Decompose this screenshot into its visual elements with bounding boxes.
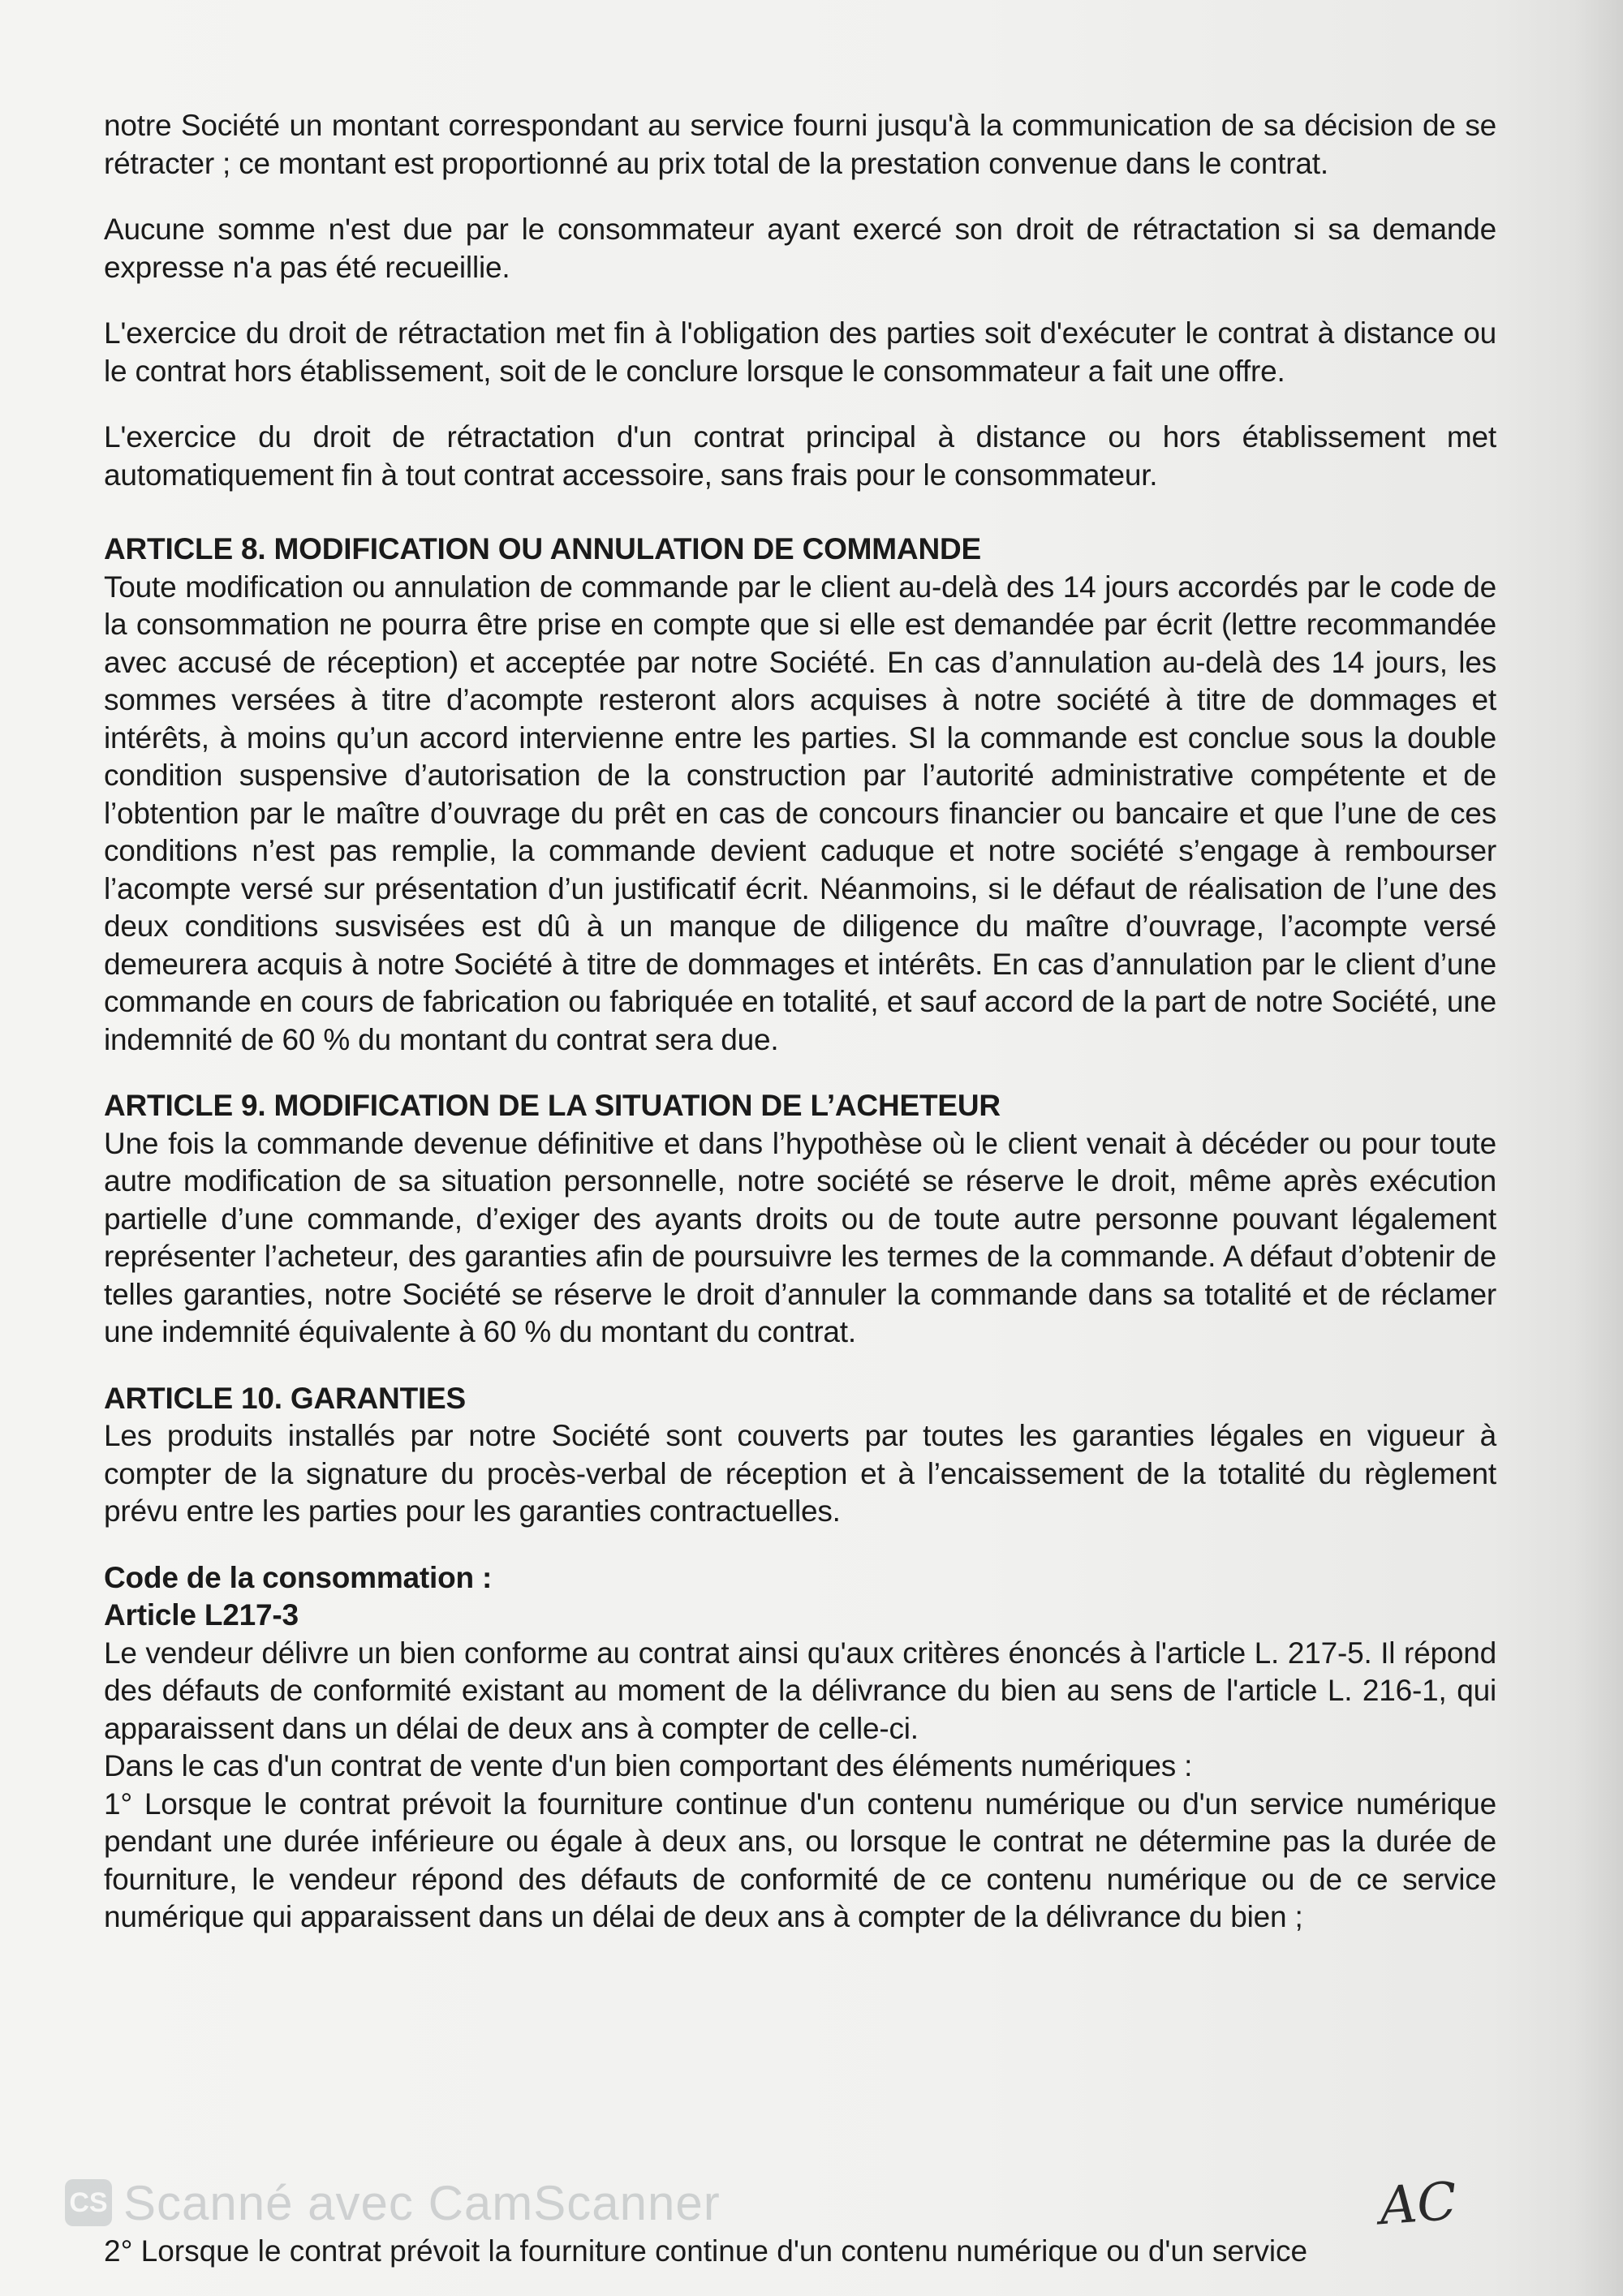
article-8-title: ARTICLE 8. MODIFICATION OU ANNULATION DE COMMANDE (104, 532, 981, 565)
article-10-body: Les produits installés par notre Société sont couverts par toutes les garanties légales en vigueur à compter de la signature du procès-verbal de réception et à l’encaissement de la totalité du règlement prévu entre les parties pour les garanties contractuelles. (104, 1419, 1496, 1528)
cut-off-text-line: 2° Lorsque le contrat prévoit la fourniture continue d'un contenu numérique ou d'un service (104, 2234, 1308, 2268)
paragraph-no-sum-due: Aucune somme n'est due par le consommateur ayant exercé son droit de rétractation si sa demande expresse n'a pas été recueillie. (104, 213, 1496, 284)
article-10-title: ARTICLE 10. GARANTIES (104, 1381, 467, 1415)
article-9-body: Une fois la commande devenue définitive et dans l’hypothèse où le client venait à décéder ou pour toute autre modification de sa situation personnelle, notre société se réserve le droit, même après exécution partielle d’une commande, d’exiger des ayants droits ou de toute autre personne pouvant légalement représenter l’acheteur, des garanties afin de poursuivre les termes de la commande. A défaut d’obtenir de telles garanties, notre Société se réserve le droit d’annuler la commande dans sa totalité et de réclamer une indemnité équivalente à 60 % du montant du contrat. (104, 1126, 1496, 1348)
camscanner-watermark (65, 2174, 721, 2231)
camscanner-logo-icon: CS (65, 2179, 112, 2226)
paragraph-refund-amount: notre Société un montant correspondant au service fourni jusqu'à la communication de sa décision de se rétracter ; ce montant est proportionné au prix total de la prestation convenue dans le contrat. (104, 109, 1496, 180)
article-8-body: Toute modification ou annulation de commande par le client au-delà des 14 jours accordés par le code de la consommation ne pourra être prise en compte que si elle est demandée par écrit (lettre recommandée avec accusé de réception) et acceptée par notre Société. En cas d’annulation au-delà des 14 jours, les sommes versées à titre d’acompte resteront alors acquises à notre société à titre de dommages et intérêts, à moins qu’un accord intervienne entre les parties. SI la commande est conclue sous la double condition suspensive d’autorisation de la construction par l’autorité administrative compétente et de l’obtention par le maître d’ouvrage du prêt en cas de concours financier ou bancaire et que l’une de ces conditions n’est pas remplie, la commande devient caduque et notre société s’engage à rembourser l’acompte versé sur présentation d’un justificatif écrit. Néanmoins, si le défaut de réalisation de l’une des deux conditions susvisées est dû à un manque de diligence du maître d’ouvrage, l’acompte versé demeurera acquis à notre Société à titre de dommages et intérêts. En cas d’annulation par le client d’une commande en cours de fabrication ou fabriquée en totalité, et sauf accord de la part de notre Société, une indemnité de 60 % du montant du contrat sera due. (104, 570, 1496, 1056)
code-consommation-title: Code de la consommation : (104, 1560, 493, 1594)
document-body (104, 107, 1496, 1937)
article-l217-3-paragraph-3: 1° Lorsque le contrat prévoit la fourniture continue d'un contenu numérique ou d'un service numérique pendant une durée inférieure ou égale à deux ans, ou lorsque le contrat ne détermine pas la durée de fourniture, le vendeur répond des défauts de conformité de ce contenu numérique ou de ce service numérique qui apparaissent dans un délai de deux ans à compter de la délivrance du bien ; (104, 1786, 1496, 1933)
paragraph-withdrawal-effect: L'exercice du droit de rétractation met fin à l'obligation des parties soit d'exécuter le contrat à distance ou le contrat hors établissement, soit de le conclure lorsque le consommateur a fait une offre. (104, 316, 1496, 388)
article-l217-3-title: Article L217-3 (104, 1598, 299, 1632)
watermark-text: Scanné avec CamScanner (123, 2175, 721, 2230)
paragraph-accessory-contract: L'exercice du droit de rétractation d'un contrat principal à distance ou hors établissement met automatiquement fin à tout contrat accessoire, sans frais pour le consommateur. (104, 420, 1496, 492)
article-l217-3-paragraph-1: Le vendeur délivre un bien conforme au contrat ainsi qu'aux critères énoncés à l'article L. 217-5. Il répond des défauts de conformité existant au moment de la délivrance du bien au sens de l'article L. 216-1, qui apparaissent dans un délai de deux ans à compter de celle-ci. (104, 1636, 1496, 1745)
article-l217-3-paragraph-2: Dans le cas d'un contrat de vente d'un bien comportant des éléments numériques : (104, 1749, 1193, 1782)
article-9-title: ARTICLE 9. MODIFICATION DE LA SITUATION DE L’ACHETEUR (104, 1089, 1001, 1122)
page-edge-shadow (1574, 0, 1623, 2296)
handwritten-initials: AC (1377, 2171, 1459, 2238)
